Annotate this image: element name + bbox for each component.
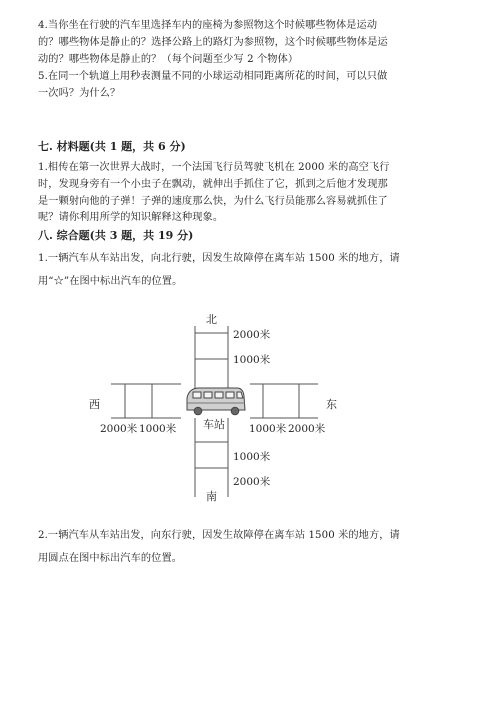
section-8-question-1-line: 1.一辆汽车从车站出发，向北行驶，因发生故障停在离车站 1500 米的地方，请 — [38, 253, 400, 264]
south-1000-label: 1000米 — [233, 451, 271, 463]
section-8-title: 八. 综合题(共 3 题，共 19 分) — [38, 229, 194, 242]
west-1000-label: 1000米 — [139, 423, 177, 435]
station-label: 车站 — [203, 418, 225, 431]
question-4-line: 的？哪些物体是静止的？选择公路上的路灯为参照物，这个时候哪些物体是运 — [38, 36, 388, 48]
east-2000-label: 2000米 — [288, 423, 326, 435]
question-4-line: 动的？哪些物体是静止的？（每个问题至少写 2 个物体） — [38, 53, 299, 65]
east-label: 东 — [326, 398, 337, 411]
south-2000-label: 2000米 — [233, 476, 271, 488]
north-1000-label: 1000米 — [233, 354, 271, 366]
south-label: 南 — [206, 490, 217, 503]
question-5-line: 一次吗？为什么？ — [38, 87, 121, 99]
section-7-question-1-line: 时，发现身旁有一个小虫子在飘动，就伸出手抓住了它，抓到之后他才发现那 — [38, 178, 388, 190]
section-8-question-1-line: 用“☆”在图中标出汽车的位置。 — [38, 275, 183, 287]
section-7-question-1-line: 1.相传在第一次世界大战时，一个法国飞行员驾驶飞机在 2000 米的高空飞行 — [38, 162, 390, 173]
section-7-question-1-line: 是一颗射向他的子弹！子弹的速度那么快，为什么飞行员能那么容易就抓住了 — [38, 195, 388, 207]
east-1000-label: 1000米 — [249, 423, 287, 435]
van-icon — [187, 388, 245, 415]
section-7-question-1-line: 呢？请你利用所学的知识解释这种现象。 — [38, 212, 224, 224]
north-2000-label: 2000米 — [233, 329, 271, 341]
section-8-question-2-line: 2.一辆汽车从车站出发，向东行驶，因发生故障停在离车站 1500 米的地方，请 — [38, 530, 400, 541]
section-8-question-2-line: 用圆点在图中标出汽车的位置。 — [38, 552, 183, 564]
north-label: 北 — [206, 313, 217, 326]
section-7-title: 七. 材料题(共 1 题，共 6 分) — [38, 140, 186, 153]
west-2000-label: 2000米 — [100, 423, 138, 435]
question-4-line: 4.当你坐在行驶的汽车里选择车内的座椅为参照物这个时候哪些物体是运动 — [38, 20, 378, 31]
west-label: 西 — [89, 398, 100, 411]
section-8-question-2 — [38, 528, 468, 568]
question-5-line: 5.在同一个轨道上用秒表测量不同的小球运动相同距离所花的时间，可以只做 — [38, 71, 388, 82]
